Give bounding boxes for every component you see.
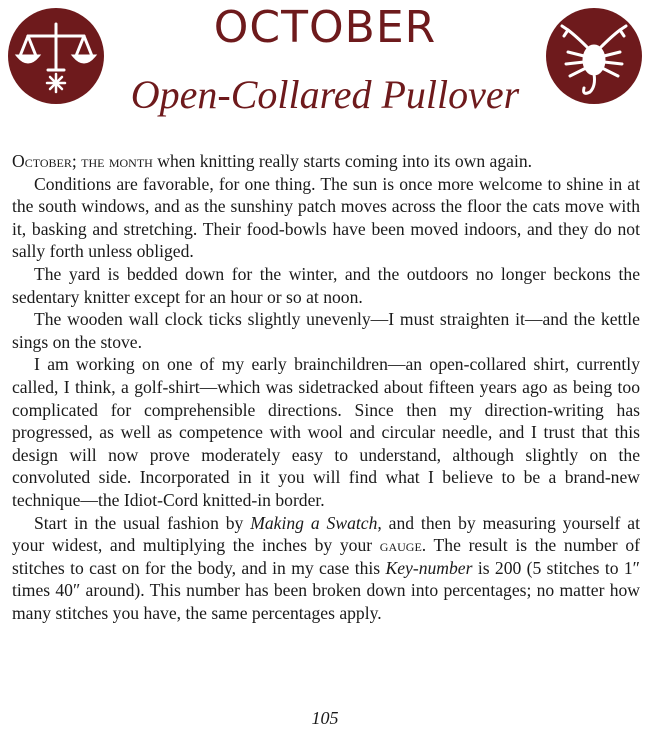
paragraph-5: I am working on one of my early brainchildren—an open-collared shirt, currently called, I think, a golf-shirt—which was sidetracked about fifteen years ago as being too complicated for comprehensible directions. Since then my direction-writing has progressed, as well as competence with wool and circular needle, and I trust that this design will now prove moderately easy to understand, although slightly on the convoluted side. Incorporated in it you will find what I believe to be a brand-new technique—the Idiot-Cord knitted-in border. <box>12 354 640 510</box>
page-subtitle: Open-Collared Pullover <box>130 72 520 117</box>
paragraph-6: Start in the usual fashion by Making a Swatch, and then by measuring yourself at your widest, and multiplying the inches by your gauge. The result is the number of stitches to cast on for the body, and in my case this Key-number is 200 (5 stitches to 1″ times 40″ around). This number has been broken down into percentages; no matter how many stitches you have, the same percentages apply. <box>12 512 640 623</box>
opening-small-caps: October; the month <box>12 151 153 171</box>
italic-making-a-swatch: Making a Swatch, <box>250 512 382 533</box>
paragraph-4: The wooden wall clock ticks slightly unevenly—I must straighten it—and the kettle sings on the stove. <box>12 309 640 352</box>
page-number: 105 <box>311 708 339 728</box>
italic-key-number: Key-number <box>385 557 473 578</box>
paragraph-3: The yard is bedded down for the winter, and the outdoors no longer beckons the sedentary knitter except for an hour or so at noon. <box>12 263 640 307</box>
body-text <box>12 150 640 624</box>
page-title: OCTOBER <box>213 2 437 53</box>
paragraph-2: Conditions are favorable, for one thing. The sun is once more welcome to shine in at the south windows, and as the sunshiny patch moves across the floor the cats move with it, basking and stretching. Their food-bowls have been moved indoors, and they do not sally forth unless obliged. <box>12 173 640 262</box>
paragraph-1: October; the month when knitting really starts coming into its own again. <box>12 151 533 171</box>
small-caps-gauge: gauge <box>379 535 422 556</box>
